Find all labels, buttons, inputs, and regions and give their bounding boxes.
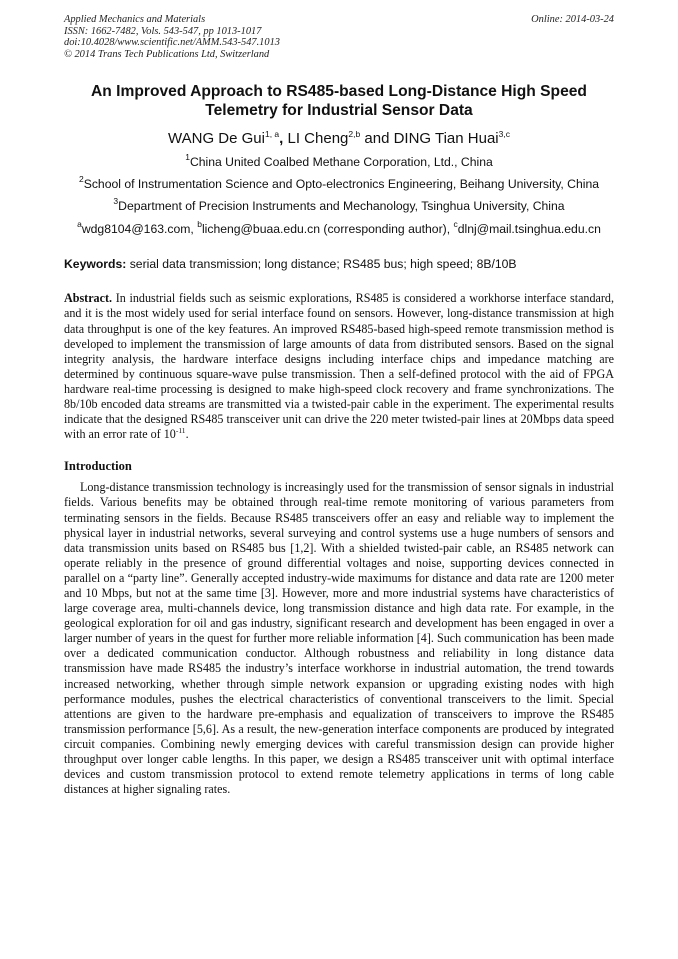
- journal-header: [64, 14, 614, 60]
- online-date: Online: 2014-03-24: [531, 14, 614, 25]
- author-emails: [64, 219, 614, 237]
- keywords-line: [64, 257, 614, 271]
- abstract-exponent: -11: [175, 426, 186, 436]
- affiliation-1: [64, 152, 614, 170]
- abstract-paragraph: [64, 291, 614, 442]
- author-name: LI Cheng: [287, 130, 349, 148]
- author-list: [64, 130, 614, 148]
- email-text: wdg8104@163.com,: [81, 222, 198, 237]
- paper-title: An Improved Approach to RS485-based Long-Distance High Speed Telemetry for Industrial Sensor Data: [91, 83, 587, 120]
- affiliation-3: [64, 196, 614, 214]
- affiliation-text: China United Coalbed Methane Corporation, Ltd., China: [189, 155, 493, 170]
- affiliation-2: [64, 174, 614, 192]
- author-name: DING Tian Huai: [393, 130, 499, 148]
- keywords-label: Keywords:: [64, 257, 127, 272]
- email-text: dlnj@mail.tsinghua.edu.cn: [457, 222, 601, 237]
- email-mark: b: [197, 219, 202, 230]
- email-mark: a: [77, 219, 82, 230]
- journal-name: Applied Mechanics and Materials: [64, 14, 206, 25]
- abstract-label: Abstract.: [64, 291, 113, 306]
- introduction-paragraph: Long-distance transmission technology is increasingly used for the transmission of sensor signals in industrial fields. Various benefits may be obtained through real-time remote monitoring of various parameters from terminating sensors in the fields. Because RS485 transceivers offer an easy and reliable way to implement the physical layer in industrial networks, several surveying and control systems use a huge numbers of sensors and data transmission units based on RS485 bus [1,2]. With a shielded twisted-pair cable, an RS485 network can operate reliably in the presence of ground differential voltages and noise, supporting devices connected in parallel on a “party line”. Generally accepted industry-wide maximums for distance and data rate are 1200 meter and 10 Mbps, but not at the same time [3]. However, more and more industrial systems have characteristics of large coverage area, multi-channels device, long transmission distance and high data rate. For example, in the geological exploration for oil and gas industry, significant research and development has been engaged in over a larger number of years in the quest for further more reliable information [4]. Such communication has been made over a dedicated communication conductor. Although robustness and reliability in long distance data transmission have made RS485 the industry’s interface workhorse in industrial automation, the trend towards increased networking, whether through simple network expansion or upgrading existing nodes with high performance modules, pushes the electrical characteristics of conventional transceivers to the limit. Special attentions are given to the hardware pre-emphasis and equalization of transceivers to improve the RS485 transmission performance [5,6]. As a result, the new-generation interface components are produced by integrated circuit companies. Combining newly emerging devices with careful transmission design can provide higher throughput over longer cable lengths. In this paper, we design a RS485 transceiver unit with optimal interface devices and custom transmission protocol to extend remote telemetry applications in terms of long cable distances at higher signaling rates.: [64, 480, 614, 797]
- abstract-text: In industrial fields such as seismic explorations, RS485 is considered a workhorse interface standard, and it is the most widely used for serial interface found on sensors. However, long-distance transmission at high data throughput is one of the key features. An improved RS485-based high-speed remote transmission method is developed to implement the transmission of large amounts of data from distributed sensors. Based on the signal integrity analysis, the hardware interface designs including interface chips and impedance matching are determined by continuous square-wave pulse transmission. Then a self-defined protocol with the aid of FPGA hardware real-time processing is designed to make high-speed clock recovery and frame synchronizations. The 8b/10b encoded data streams are transmitted via a twisted-pair cable in the experiment. The experimental results indicate that the designed RS485 transceiver unit can drive the 220 meter twisted-pair lines at 20Mbps data speed with an error rate of 10: [64, 291, 614, 442]
- email-text: licheng@buaa.edu.cn (corresponding author),: [201, 222, 454, 237]
- author-separator: and: [360, 130, 394, 148]
- author-name: WANG De Gui: [168, 130, 265, 148]
- affiliation-text: Department of Precision Instruments and Mechanology, Tsinghua University, China: [118, 199, 565, 214]
- abstract-end: .: [185, 427, 189, 442]
- affiliation-mark: 2: [78, 174, 84, 185]
- affiliation-mark: 1: [185, 152, 190, 163]
- author-affiliation-mark: 1, a: [264, 129, 280, 140]
- author-affiliation-mark: 3,c: [498, 129, 510, 140]
- author-affiliation-mark: 2,b: [348, 129, 361, 140]
- journal-copyright: © 2014 Trans Tech Publications Ltd, Switzerland: [64, 48, 270, 60]
- journal-doi: doi:10.4028/www.scientific.net/AMM.543-547.1013: [64, 37, 280, 49]
- author-separator: ,: [279, 130, 288, 148]
- keywords-text: serial data transmission; long distance; RS485 bus; high speed; 8B/10B: [126, 257, 517, 272]
- affiliation-mark: 3: [113, 196, 119, 207]
- affiliation-text: School of Instrumentation Science and Opto-electronics Engineering, Beihang University, China: [83, 177, 600, 192]
- journal-issn: ISSN: 1662-7482, Vols. 543-547, pp 1013-1017: [64, 25, 262, 37]
- email-mark: c: [453, 219, 458, 230]
- section-heading-introduction: Introduction: [64, 459, 132, 474]
